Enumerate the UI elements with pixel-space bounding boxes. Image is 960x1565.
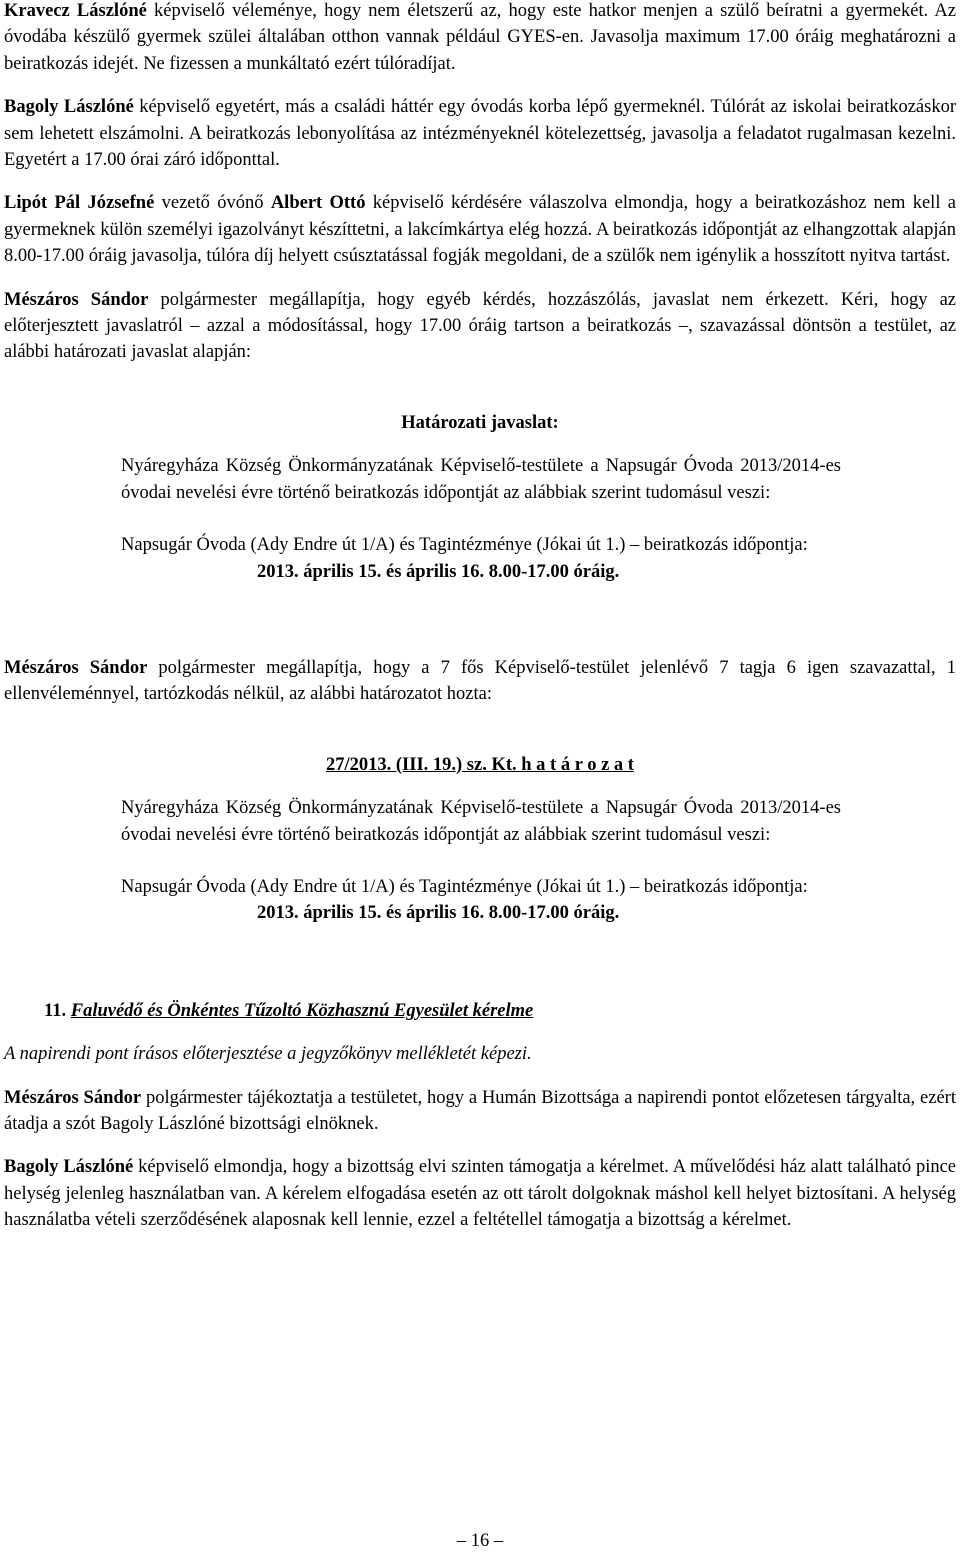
paragraph-meszaros-2: [4, 655, 956, 708]
paragraph-text: képviselő véleménye, hogy nem életszerű az, hogy este hatkor menjen a szülő beíratni a gyermekét. Az óvodába készülő gyermek szülei általában otthon vannak például GYES-en. Javasolja maximum 17.00 óráig meghatározni a beiratkozás idejét. Ne fizessen a munkáltató ezért túlóradíjat.: [4, 1, 956, 74]
resolution-title-text: 27/2013. (III. 19.) sz. Kt. h a t á r o z a t: [326, 754, 634, 775]
resolution-body: Nyáregyháza Község Önkormányzatának Képviselő-testülete a Napsugár Óvoda 2013/2014-es óvodai nevelési évre történő beiratkozás időpontját az alábbiak szerint tudomásul veszi:: [121, 798, 841, 845]
paragraph-bagoly-2: [4, 1154, 956, 1233]
resolution-line: Napsugár Óvoda (Ady Endre út 1/A) és Tagintézménye (Jókai út 1.) – beiratkozás időpontja:: [121, 876, 808, 897]
paragraph-text: képviselő egyetért, más a családi háttér egy óvodás korba lépő gyermeknél. Túlórát az iskolai beiratkozáskor sem lehetett elszámolni. A beiratkozás lebonyolítása az intézményeknél kötelezettség, javasolja a feladatot rugalmasan kezelni. Egyetért a 17.00 órai záró időponttal.: [4, 97, 956, 171]
paragraph-text: polgármester megállapítja, hogy egyéb kérdés, hozzászólás, javaslat nem érkezett. Kéri, hogy az előterjesztett javaslatról – azzal a módosítással, hogy 17.00 óráig tartson a beiratkozás –, szavazással döntsön a testület, az alábbi határozati javaslat alapján:: [4, 289, 956, 363]
speaker-name: Mészáros Sándor: [4, 657, 148, 678]
paragraph-text: polgármester tájékoztatja a testületet, hogy a Humán Bizottsága a napirendi pontot előzetesen tárgyalta, ezért átadja a szót Bagoly Lászlóné bizottsági elnöknek.: [4, 1087, 956, 1134]
section-11-heading: [4, 998, 956, 1024]
resolution-title: [4, 752, 956, 778]
speaker-name: Mészáros Sándor: [4, 1087, 142, 1108]
speaker-name: Lipót Pál Józsefné: [4, 193, 155, 214]
page-number: – 16 –: [456, 1531, 504, 1551]
proposal-title: Határozati javaslat:: [401, 412, 559, 433]
speaker-name: Bagoly Lászlóné: [4, 97, 134, 118]
paragraph-text: vezető óvónő: [154, 193, 271, 214]
resolution-date: 2013. április 15. és április 16. 8.00-17.00 óráig.: [257, 903, 620, 924]
speaker-name: Bagoly Lászlóné: [4, 1157, 134, 1178]
proposal-date: 2013. április 15. és április 16. 8.00-17.00 óráig.: [257, 561, 620, 582]
proposal-body: Nyáregyháza Község Önkormányzatának Képviselő-testülete a Napsugár Óvoda 2013/2014-es óvodai nevelési évre történő beiratkozás időpontját az alábbiak szerint tudomásul veszi:: [121, 456, 841, 503]
section-title: Faluvédő és Önkéntes Tűzoltó Közhasznú Egyesület kérelme: [70, 1000, 534, 1021]
speaker-name: Albert Ottó: [270, 193, 366, 214]
paragraph-meszaros-1: [4, 287, 956, 366]
paragraph-text: képviselő elmondja, hogy a bizottság elvi szinten támogatja a kérelmet. A művelődési ház alatt található pince helység jelenleg használatban van. A kérelem elfogadása esetén az ott tárolt dolgoknak máshol kell helyet biztosítani. A helység használatba vételi szerződésének alaposnak kell lennie, ezzel a feltétellel támogatja a bizottság a kérelmet.: [4, 1157, 957, 1231]
speaker-name: Kravecz Lászlóné: [4, 1, 147, 21]
proposal-line: Napsugár Óvoda (Ady Endre út 1/A) és Tagintézménye (Jókai út 1.) – beiratkozás időpontja:: [121, 535, 808, 556]
section-11-note: A napirendi pont írásos előterjesztése a jegyzőkönyv mellékletét képezi.: [4, 1044, 532, 1065]
paragraph-text: képviselő kérdésére válaszolva elmondja, hogy a beiratkozáshoz nem kell a gyermeknek külön személyi igazolványt készíttetni, a lakcímkártya elég hozzá. A beiratkozás időpontját az elhangzottak alapján 8.00-17.00 óráig javasolja, túlóra díj helyett csúsztatással fogják megoldani, de a szülők nem igénylik a hosszított nyitva tartást.: [4, 193, 956, 267]
section-number: 11.: [44, 1000, 67, 1021]
paragraph-bagoly-1: [4, 94, 956, 173]
speaker-name: Mészáros Sándor: [4, 289, 149, 310]
paragraph-text: polgármester megállapítja, hogy a 7 fős Képviselő-testület jelenlévő 7 tagja 6 igen szavazattal, 1 ellenvéleménnyel, tartózkodás nélkül, az alábbi határozatot hozta:: [4, 657, 956, 705]
paragraph-meszaros-3: [4, 1085, 956, 1138]
paragraph-kravecz: [4, 0, 956, 77]
paragraph-lipot: [4, 190, 956, 269]
